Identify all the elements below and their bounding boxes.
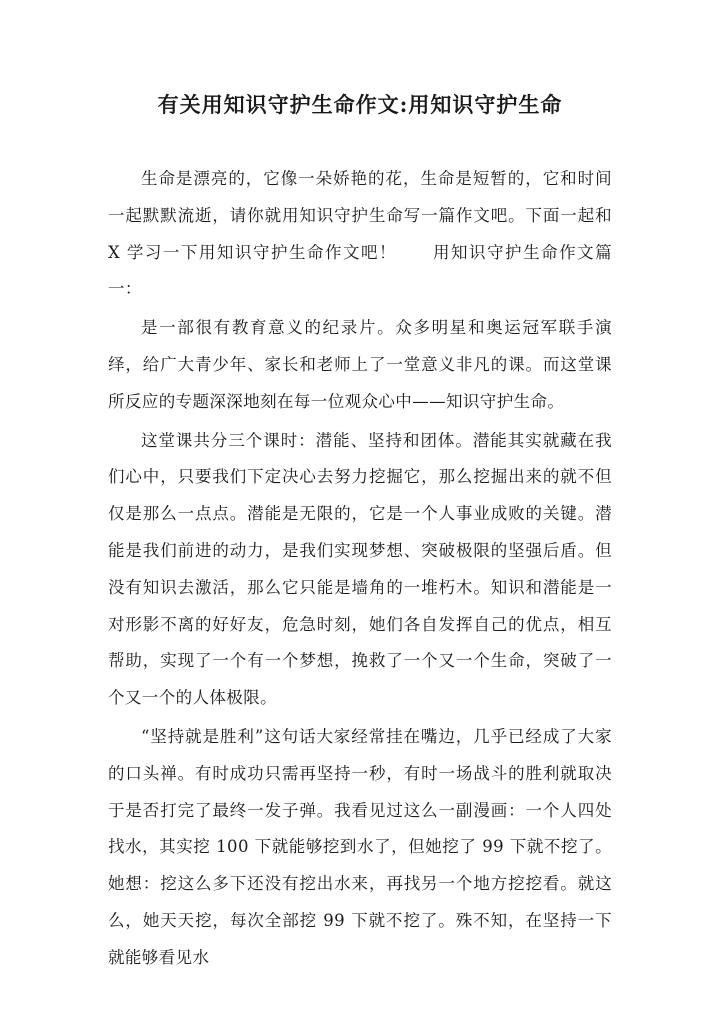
document-title: 有关用知识守护生命作文:用知识守护生命 <box>157 92 563 117</box>
paragraph-documentary: 是一部很有教育意义的纪录片。众多明星和奥运冠军联手演绎，给广大青少年、家长和老师上了一堂意义非凡的课。而这堂课所反应的专题深深地刻在每一位观众心中——知识守护生命。 <box>108 318 612 411</box>
paragraph-persistence: “坚持就是胜利”这句话大家经常挂在嘴边，几乎已经成了大家的口头禅。有时成功只需再坚持一秒，有时一场战斗的胜利就取决于是否打完了最终一发子弹。我看见过这么一副漫画：一个人四处找水，其实挖 100 下就能够挖到水了，但她挖了 99 下就不挖了。她想：挖这么多下还没有挖出水来，再找另一个地方挖挖看。就这么，她天天挖，每次全部挖 99 下就不挖了。殊不知，在坚持一下就能够看见水 <box>108 726 612 967</box>
document-body <box>108 161 612 977</box>
paragraph-potential: 这堂课共分三个课时：潜能、坚持和团体。潜能其实就藏在我们心中，只要我们下定决心去努力挖掘它，那么挖掘出来的就不但仅是那么一点点。潜能是无限的，它是一个人事业成败的关键。潜能是我们前进的动力，是我们实现梦想、突破极限的坚强后盾。但没有知识去激活，那么它只能是墙角的一堆朽木。知识和潜能是一对形影不离的好好友，危急时刻，她们各自发挥自己的优点，相互帮助，实现了一个有一个梦想，挽救了一个又一个生命，突破了一个又一个的人体极限。 <box>108 430 612 708</box>
paragraph-intro: 生命是漂亮的，它像一朵娇艳的花，生命是短暂的，它和时间一起默默流逝，请你就用知识守护生命写一篇作文吧。下面一起和 X 学习一下用知识守护生命作文吧！ 用知识守护生命作文篇一： <box>108 169 612 299</box>
